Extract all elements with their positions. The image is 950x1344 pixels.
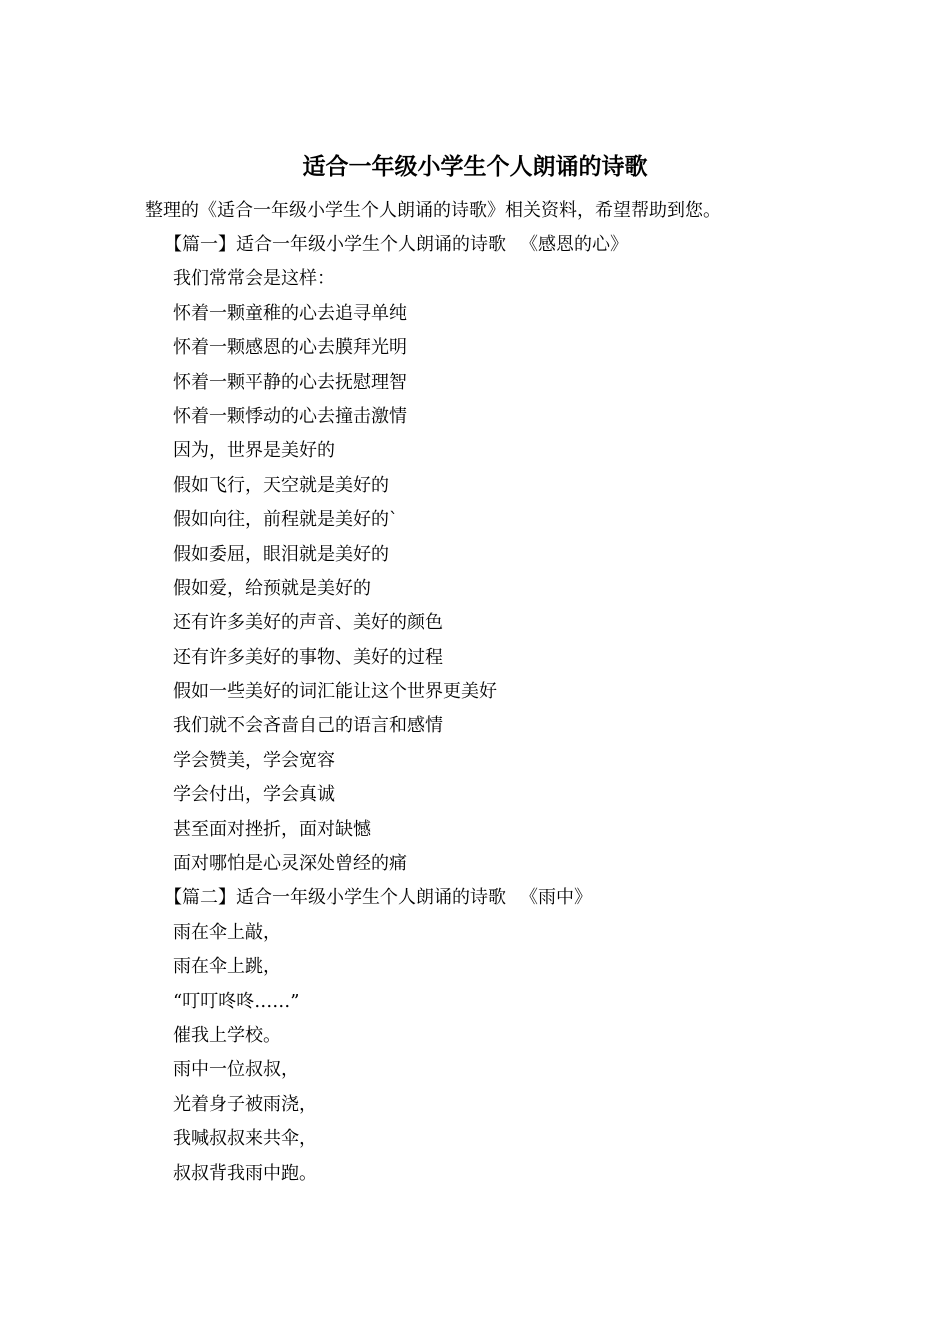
document-title: 适合一年级小学生个人朗诵的诗歌 <box>302 153 648 180</box>
section-heading <box>0 881 950 915</box>
poem-title: 《雨中》 <box>520 887 592 909</box>
poem-line: 我们就不会吝啬自己的语言和感情 <box>173 715 443 737</box>
poem-line: 怀着一颗童稚的心去追寻单纯 <box>173 302 407 324</box>
poem-line: 假如爱，给预就是美好的 <box>173 577 371 599</box>
poem-line: 假如委屈，眼泪就是美好的 <box>173 543 389 565</box>
poem-line: 假如向往，前程就是美好的` <box>173 509 398 531</box>
poem-line: 怀着一颗感恩的心去膜拜光明 <box>173 337 407 359</box>
poem-line: 怀着一颗悸动的心去撞击激情 <box>173 405 407 427</box>
poem-title: 《感恩的心》 <box>520 234 628 255</box>
intro-paragraph: 整理的《适合一年级小学生个人朗诵的诗歌》相关资料，希望帮助到您。 <box>145 200 721 221</box>
poem-line: 还有许多美好的声音、美好的颜色 <box>173 612 443 634</box>
poem-line: 我喊叔叔来共伞， <box>173 1128 317 1150</box>
section-label: 【篇一】 <box>164 234 236 255</box>
poem-line: 催我上学校。 <box>173 1024 281 1046</box>
poem-line: 甚至面对挫折，面对缺憾 <box>173 818 371 840</box>
poem-line: 雨在伞上敲， <box>173 921 281 943</box>
poem-line: 假如飞行，天空就是美好的 <box>173 474 389 496</box>
section-heading-text: 适合一年级小学生个人朗诵的诗歌 <box>236 887 506 909</box>
poem-line: 还有许多美好的事物、美好的过程 <box>173 646 443 668</box>
poem-line: 学会付出，学会真诚 <box>173 784 335 806</box>
poem-line: 雨在伞上跳， <box>173 956 281 978</box>
section-label: 【篇二】 <box>164 887 236 909</box>
poem-line: 雨中一位叔叔， <box>173 1059 299 1081</box>
poem-line: 怀着一颗平静的心去抚慰理智 <box>173 371 407 393</box>
poem-line: 叔叔背我雨中跑。 <box>173 1162 317 1184</box>
poem-line: 因为，世界是美好的 <box>173 440 335 462</box>
poem-line: 面对哪怕是心灵深处曾经的痛 <box>173 853 407 875</box>
poem-line: 光着身子被雨浇， <box>173 1093 317 1115</box>
section-heading-text: 适合一年级小学生个人朗诵的诗歌 <box>236 234 506 255</box>
poem-body <box>0 228 950 1191</box>
poem-line: 我们常常会是这样： <box>173 268 335 290</box>
poem-line: 学会赞美，学会宽容 <box>173 749 335 771</box>
poem-line: 假如一些美好的词汇能让这个世界更美好 <box>173 681 497 703</box>
poem-line: “叮叮咚咚……” <box>173 990 300 1012</box>
section-heading <box>0 228 950 262</box>
